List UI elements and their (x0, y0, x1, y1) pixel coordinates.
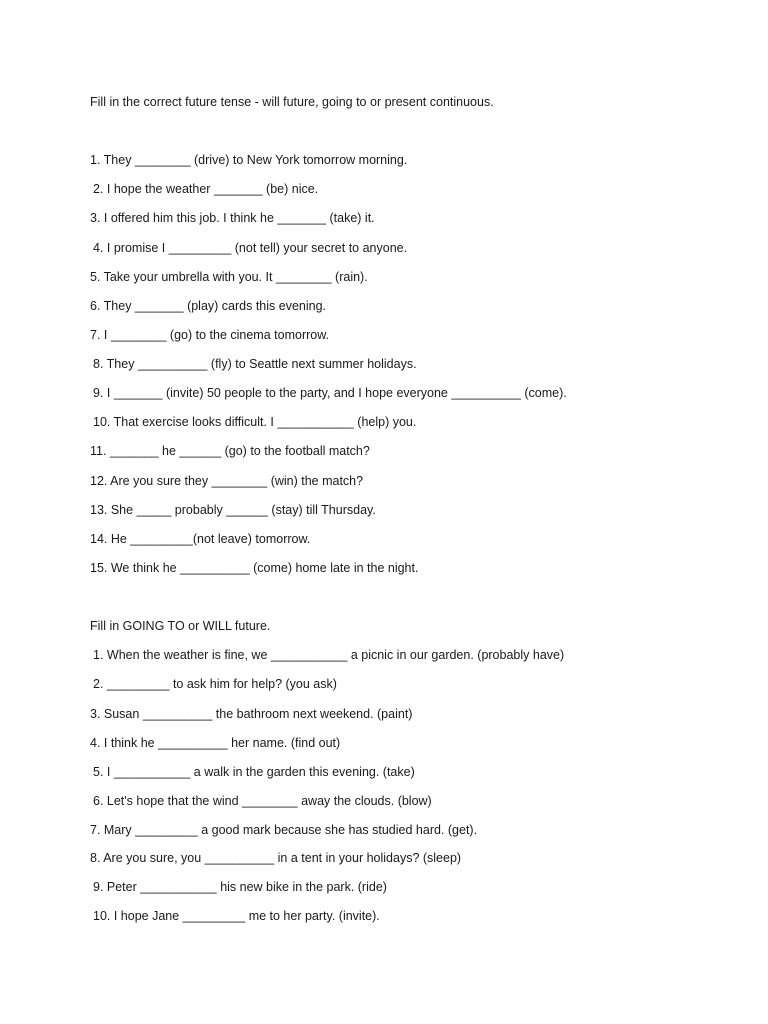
section2-heading: Fill in GOING TO or WILL future. (90, 619, 271, 633)
section1-item-14: 14. He _________(not leave) tomorrow. (90, 532, 311, 546)
section2-item-7: 7. Mary _________ a good mark because she has studied hard. (get). (90, 823, 478, 837)
section1-item-11: 11. _______ he ______ (go) to the football match? (90, 444, 370, 458)
section2-item-10: 10. I hope Jane _________ me to her party. (invite). (93, 909, 380, 923)
section2-item-2: 2. _________ to ask him for help? (you ask) (93, 677, 337, 691)
section2-item-3: 3. Susan __________ the bathroom next weekend. (paint) (90, 707, 413, 721)
section1-item-8: 8. They __________ (fly) to Seattle next summer holidays. (93, 357, 417, 371)
section1-item-10: 10. That exercise looks difficult. I ___________ (help) you. (93, 415, 417, 429)
section2-item-5: 5. I ___________ a walk in the garden this evening. (take) (93, 765, 415, 779)
section1-item-13: 13. She _____ probably ______ (stay) till Thursday. (90, 503, 376, 517)
section1-item-6: 6. They _______ (play) cards this evening. (90, 299, 327, 313)
section2-item-6: 6. Let's hope that the wind ________ away the clouds. (blow) (93, 794, 432, 808)
section1-item-3: 3. I offered him this job. I think he _______ (take) it. (90, 211, 375, 225)
section1-item-15: 15. We think he __________ (come) home late in the night. (90, 561, 419, 575)
section1-item-4: 4. I promise I _________ (not tell) your secret to anyone. (93, 241, 408, 255)
section2-item-8: 8. Are you sure, you __________ in a tent in your holidays? (sleep) (90, 851, 462, 865)
section2-item-9: 9. Peter ___________ his new bike in the park. (ride) (93, 880, 387, 894)
section1-heading: Fill in the correct future tense - will future, going to or present continuous. (90, 95, 494, 109)
section2-item-1: 1. When the weather is fine, we ___________ a picnic in our garden. (probably have) (93, 648, 565, 662)
section2-item-4: 4. I think he __________ her name. (find out) (90, 736, 341, 750)
section1-item-12: 12. Are you sure they ________ (win) the match? (90, 474, 364, 488)
section1-item-7: 7. I ________ (go) to the cinema tomorrow. (90, 328, 330, 342)
section1-item-9: 9. I _______ (invite) 50 people to the party, and I hope everyone __________ (come). (93, 386, 567, 400)
section1-item-5: 5. Take your umbrella with you. It ________ (rain). (90, 270, 368, 284)
section1-item-2: 2. I hope the weather _______ (be) nice. (93, 182, 319, 196)
section1-item-1: 1. They ________ (drive) to New York tomorrow morning. (90, 153, 408, 167)
